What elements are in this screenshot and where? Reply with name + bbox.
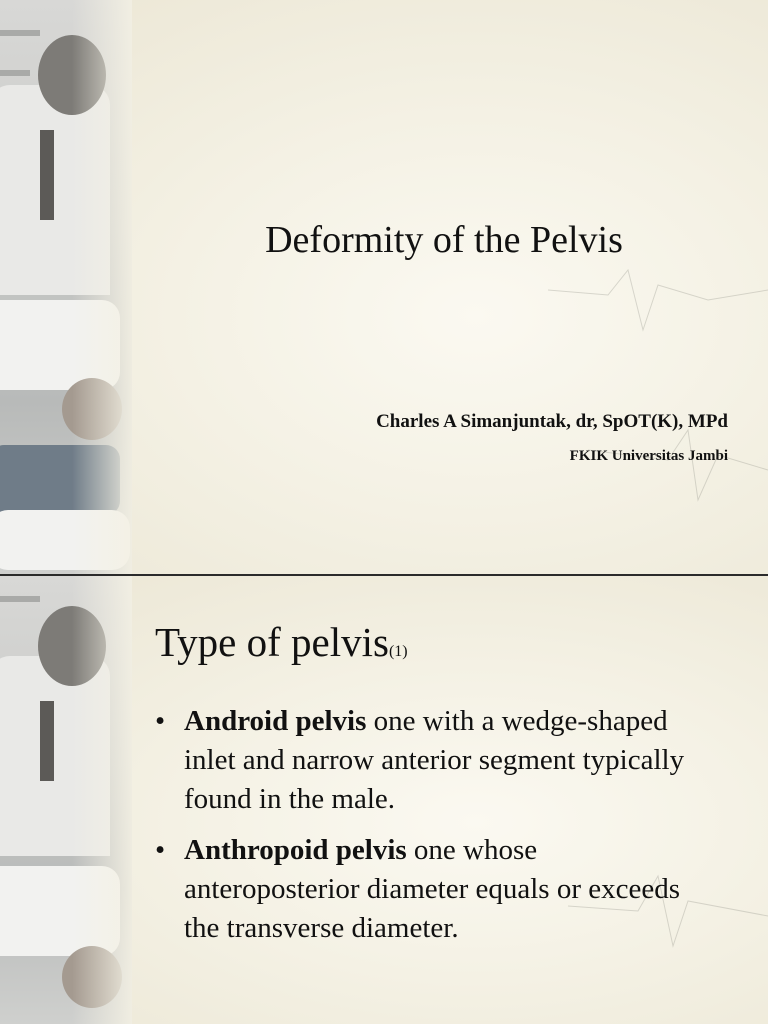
- content-slide: [0, 576, 768, 1024]
- list-item: [155, 831, 715, 948]
- slide-title-note: (1): [388, 643, 408, 660]
- author-name: Charles A Simanjuntak, dr, SpOT(K), MPd: [376, 411, 728, 432]
- bullet-icon: •: [155, 834, 166, 866]
- slide-title: Deformity of the Pelvis: [265, 219, 623, 261]
- doctor-patient-photo: [0, 0, 132, 574]
- bullet-list: [155, 702, 715, 960]
- bullet-term: Anthropoid pelvis: [184, 834, 407, 866]
- institution-name: FKIK Universitas Jambi: [569, 448, 728, 464]
- slide-title: [155, 618, 408, 666]
- list-item: [155, 702, 715, 819]
- doctor-patient-photo: [0, 576, 132, 1024]
- bullet-term: Android pelvis: [184, 705, 367, 737]
- bullet-text: one with a wedge-shaped inlet and narrow anterior segment typically found in the male.: [184, 705, 685, 815]
- slide-title-text: Type of pelvis: [155, 619, 389, 665]
- bullet-text: one whose anteroposterior diameter equals or exceeds the transverse diameter.: [184, 834, 681, 944]
- bullet-icon: •: [155, 705, 166, 737]
- ecg-background-decoration: [548, 0, 768, 574]
